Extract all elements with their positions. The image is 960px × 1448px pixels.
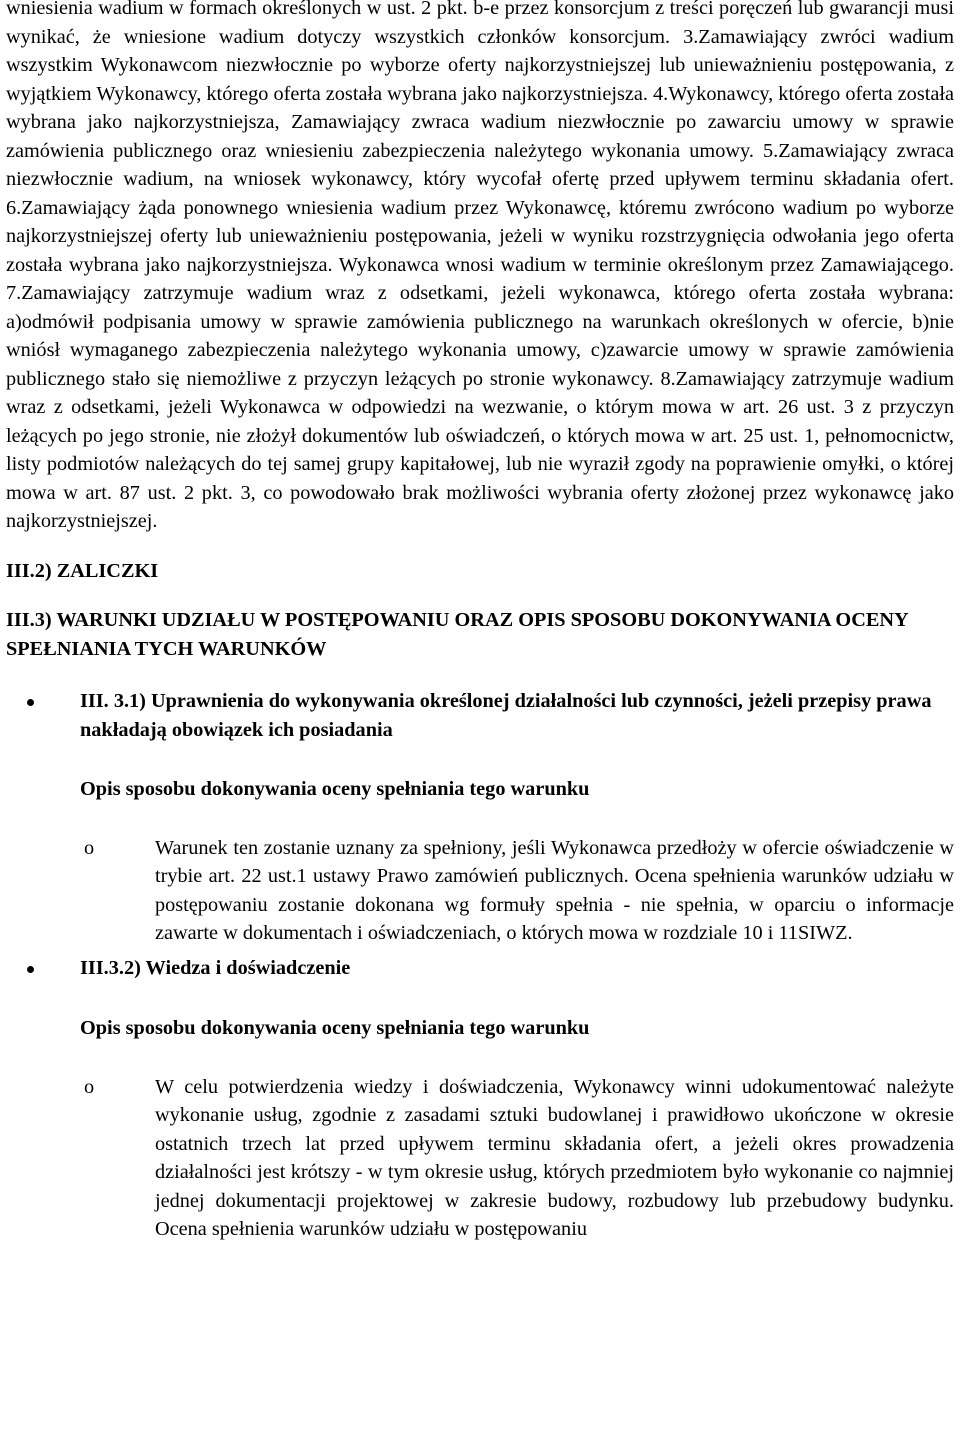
list-item-text: W celu potwierdzenia wiedzy i doświadczenia, Wykonawcy winni udokumentować należyte wykonanie usług, zgodnie z zasadami sztuki budowlanej i prawidłowo ukończone w okresie ostatnich trzech lat przed upływem terminu składania ofert, a jeżeli okres prowadzenia działalności jest krótszy - w tym okresie usług, których przedmiotem było wykonanie co najmniej jednej dokumentacji projektowej w zakresie budowy, rozbudowy lub przebudowy budynku. Ocena spełnienia warunków udziału w postępowaniu xyxy=(155,1075,954,1240)
section-3-1-item xyxy=(6,834,954,948)
heading-zaliczki: III.2) ZALICZKI xyxy=(6,559,159,582)
wadium-paragraph: wniesienia wadium w formach określonych w ust. 2 pkt. b-e przez konsorcjum z treści poręczeń lub gwarancji musi wynikać, że wniesione wadium dotyczy wszystkich członków konsorcjum. 3.Zamawiający zwróci wadium wszystkim Wykonawcom niezwłocznie po wyborze oferty najkorzystniejszej lub unieważnieniu postępowania, z wyjątkiem Wykonawcy, którego oferta została wybrana jako najkorzystniejsza. 4.Wykonawcy, którego oferta została wybrana jako najkorzystniejsza, Zamawiający zwraca wadium niezwłocznie po zawarciu umowy w sprawie zamówienia publicznego oraz wniesieniu zabezpieczenia należytego wykonania umowy. 5.Zamawiający zwraca niezwłocznie wadium, na wniosek wykonawcy, który wycofał ofertę przed upływem terminu składania ofert. 6.Zamawiający żąda ponownego wniesienia wadium przez Wykonawcę, któremu zwrócono wadium po wyborze najkorzystniejszej oferty lub unieważnieniu postępowania, jeżeli w wyniku rozstrzygnięcia odwołania jego oferta została wybrana jako najkorzystniejsza. Wykonawca wnosi wadium w terminie określonym przez Zamawiającego. 7.Zamawiający zatrzymuje wadium wraz z odsetkami, jeżeli wykonawca, którego oferta została wybrana: a)odmówił podpisania umowy w sprawie zamówienia publicznego na warunkach określonych w ofercie, b)nie wniósł wymaganego zabezpieczenia należytego wykonania umowy, c)zawarcie umowy w sprawie zamówienia publicznego stało się niemożliwe z przyczyn leżących po stronie wykonawcy. 8.Zamawiający zatrzymuje wadium wraz z odsetkami, jeżeli Wykonawca w odpowiedzi na wezwanie, o którym mowa w art. 26 ust. 3 z przyczyn leżących po jego stronie, nie złożył dokumentów lub oświadczeń, o których mowa w art. 25 ust. 1, pełnomocnictw, listy podmiotów należących do tej samej grupy kapitałowej, lub nie wyraził zgody na poprawienie omyłki, o której mowa w art. 87 ust. 2 pkt. 3, co powodowało brak możliwości wybrania oferty złożonej przez wykonawcę jako najkorzystniejszej. xyxy=(6,0,954,532)
list-marker-o: o xyxy=(84,1075,95,1098)
section-3-2-title xyxy=(6,954,954,983)
section-title-text: III.3.2) Wiedza i doświadczenie xyxy=(80,956,351,979)
section-3-1-subheading: Opis sposobu dokonywania oceny spełniania tego warunku xyxy=(80,778,590,800)
bullet-dot-icon xyxy=(27,966,34,973)
section-3-1-title xyxy=(6,687,954,744)
section-3-2-subheading: Opis sposobu dokonywania oceny spełniania tego warunku xyxy=(80,1017,590,1039)
list-item-text: Warunek ten zostanie uznany za spełniony, jeśli Wykonawca przedłoży w ofercie oświadczenie w trybie art. 22 ust.1 ustawy Prawo zamówień publicznych. Ocena spełnienia warunków udziału w postępowaniu zostanie dokonana wg formuły spełnia - nie spełnia, w oparciu o informacje zawarte w dokumentach i oświadczeniach, o których mowa w rozdziale 10 i 11SIWZ. xyxy=(155,836,954,944)
section-title-text: III. 3.1) Uprawnienia do wykonywania określonej działalności lub czynności, jeżeli przepisy prawa nakładają obowiązek ich posiadania xyxy=(80,690,932,741)
section-3-2-item xyxy=(6,1073,954,1244)
heading-warunki-udzialu: III.3) WARUNKI UDZIAŁU W POSTĘPOWANIU ORAZ OPIS SPOSOBU DOKONYWANIA OCENY SPEŁNIANIA TYCH WARUNKÓW xyxy=(6,609,908,660)
bullet-dot-icon xyxy=(27,699,34,706)
document-page xyxy=(6,0,954,1244)
list-marker-o: o xyxy=(84,836,95,859)
